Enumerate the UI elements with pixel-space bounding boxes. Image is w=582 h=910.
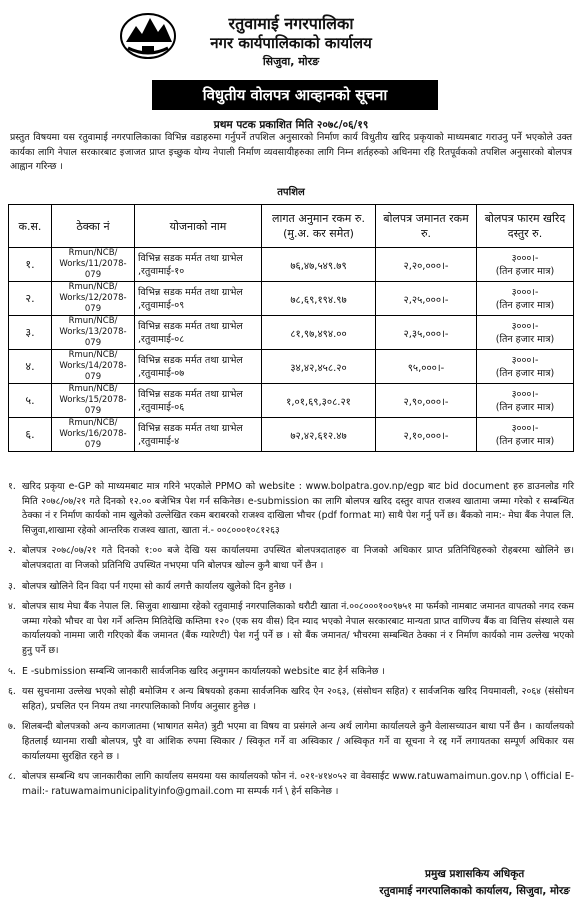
header: [0, 6, 582, 72]
cell-project: विभिन्न सडक मर्मत तथा ग्राभेल ,रतुवामाई-४: [135, 418, 262, 452]
cell-cost: ७८,६९,१९४.९७: [262, 282, 376, 316]
cell-sn: ६.: [9, 418, 52, 452]
col-header-contract: ठेक्का नं: [52, 205, 135, 248]
fee-words: (तिन हजार मात्र): [495, 333, 555, 345]
signatory-designation: प्रमुख प्रशासकिय अधिकृत: [425, 868, 525, 880]
cell-cost: १,०१,६९,३०८.२१: [262, 384, 376, 418]
note-number: ८.: [8, 771, 16, 783]
cell-cost: ३४,४२,४५८.२०: [262, 350, 376, 384]
col-header-fee: बोलपत्र फारम खरिद दस्तुर रु.: [477, 205, 574, 248]
fee-amount: ३०००।-: [511, 354, 539, 366]
fee-words: (तिन हजार मात्र): [495, 401, 555, 413]
cell-cost: ८१,९७,४९४.००: [262, 316, 376, 350]
col-header-project: योजनाको नाम: [135, 205, 262, 248]
cell-contract: Rmun/NCB/ Works/15/2078-079: [52, 384, 135, 418]
fee-amount: ३०००।-: [511, 286, 539, 298]
publication-date: प्रथम पटक प्रकाशित मिति २०७८/०६/१९: [213, 119, 369, 131]
col-header-sn: क.स.: [9, 205, 52, 248]
office-name: नगर कार्यपालिकाको कार्यालय: [210, 34, 372, 52]
table-body: [9, 248, 574, 452]
note-number: २.: [8, 545, 16, 557]
note-text: बोलपत्र साथ मेघा बैंक नेपाल लि. सिजुवा शाखामा रहेको रतुवामाई नगरपालिकाको धरौटी खाता नं.००८०००१००९७५१ मा फर्मको नामबाट जमानत वापतको नगद रकम जम्मा गरेको भौचर वा पेश गर्ने अन्तिम मितिदेखि कम्तिमा १२० (एक सय वीस) दिन म्याद भएको नेपाल सरकारबाट मान्यता प्राप्त वाणिज्य बैंक वा वित्तिय संस्थाले यस कार्यालयको नाममा जारी गरिएको बैंक जमानत (बैंक ग्यारेण्टी) पेश गर्नु पर्ने छ । सो बैंक जमानत/ भौचरमा सम्बन्धित ठेक्का नं र निर्माण कार्यको नाम उल्लेख भएको हुनु पर्ने छ।: [22, 601, 574, 656]
note-number: ५.: [8, 665, 16, 677]
list-item: [8, 770, 574, 799]
office-address: सिजुवा, मोरङ: [262, 55, 320, 68]
col-header-bond: बोलपत्र जमानत रकम रु.: [376, 205, 477, 248]
fee-words: (तिन हजार मात्र): [495, 435, 555, 447]
cell-contract: Rmun/NCB/ Works/11/2078-079: [52, 248, 135, 282]
note-text: E -submission सम्बन्धि जानकारी सार्वजनिक खरिद अनुगमन कार्यालयको website बाट हेर्न सकिनेछ ।: [22, 665, 385, 677]
cell-cost: ७२,४२,६१२.४७: [262, 418, 376, 452]
cell-fee: [477, 418, 574, 452]
cell-sn: ४.: [9, 350, 52, 384]
cell-fee: [477, 384, 574, 418]
cell-fee: [477, 350, 574, 384]
note-number: १.: [8, 481, 16, 492]
cell-contract: Rmun/NCB/ Works/13/2078-079: [52, 316, 135, 350]
cell-fee: [477, 248, 574, 282]
col-header-cost: लागत अनुमान रकम रु. (मु.अ. कर समेत): [262, 205, 376, 248]
table-row: [9, 248, 574, 282]
bid-table: [8, 204, 574, 452]
notes-list: [8, 480, 574, 805]
cell-project: विभिन्न सडक मर्मत तथा ग्राभेल ,रतुवामाई-१०: [135, 248, 262, 282]
signatory-office: रतुवामाई नगरपालिकाको कार्यालय, सिजुवा, मोरङ: [379, 885, 570, 897]
cell-sn: ५.: [9, 384, 52, 418]
cell-bond: २,२०,०००।-: [376, 248, 477, 282]
cell-project: विभिन्न सडक मर्मत तथा ग्राभेल ,रतुवामाई-०६: [135, 384, 262, 418]
note-text: यस सुचनामा उल्लेख भएको सोही बमोजिम र अन्य बिषयको हकमा सार्वजनिक खरिद ऐन २०६३, (संसोधन सहित) र सार्वजनिक खरिद नियमावली, २०६४ (संसोधन सहित), प्रचलित एन नियम तथा नगरपालिकाको निर्णय अनुसार हुनेछ ।: [22, 686, 574, 712]
table-header-row: [9, 205, 574, 248]
table-row: [9, 316, 574, 350]
cell-cost: ७६,४७,५४९.७९: [262, 248, 376, 282]
note-number: ३.: [8, 580, 16, 592]
table-row: [9, 384, 574, 418]
notice-title: विधुतीय वोलपत्र आव्हानको सूचना: [152, 80, 438, 110]
note-number: ४.: [8, 601, 16, 613]
fee-words: (तिन हजार मात्र): [495, 367, 555, 379]
note-number: ६.: [8, 686, 16, 698]
note-text: खरिद प्रकृया e-GP को माध्यमबाट मात्र गरिने भएकोले PPMO को website : www.bolpatra.gov.np/egp बाट bid document हरु डाउनलोड गरि मिति २०७८/०७/२१ गते दिनको १२.०० बजेभित्र पेश गर्न सकिनेछ। e-submission का लागि बोलपत्र खरिद दस्तुर वापत राजश्व खातामा जम्मा गरेको र सम्बन्धित ठेक्का नं र निर्माण कार्यको नाम खुलेको उल्लेखित रकम बराबरको राजश्व दाखिला भौचर (pdf format मा) साथै पेश गर्नु पर्ने छ। बैंकको नाम:- मेघा बैंक नेपाल लि. सिजुवा,शाखामा रहेको आन्तरिक राजश्व खाता, खाता नं.- ००८०००१०८१२६३: [22, 481, 574, 536]
list-item: [8, 580, 574, 595]
fee-amount: ३०००।-: [511, 388, 539, 400]
table-row: [9, 282, 574, 316]
list-item: [8, 544, 574, 573]
cell-bond: २,९०,०००।-: [376, 384, 477, 418]
cell-project: विभिन्न सडक मर्मत तथा ग्राभेल ,रतुवामाई-०८: [135, 316, 262, 350]
cell-bond: २,१०,०००।-: [376, 418, 477, 452]
list-item: [8, 665, 574, 680]
note-text: बोलपत्र खोलिने दिन विदा पर्न गएमा सो कार्य लगत्तै कार्यालय खुलेको दिन हुनेछ ।: [22, 580, 292, 592]
note-text: शिलबन्दी बोलपत्रको अन्य कागजातमा (भाषागत समेत) त्रुटी भएमा वा विषय वा प्रसंगले अन्य अर्थ लागेमा कार्यालयले कुनै वेलासच्याउन बाधा पर्ने छैन । कार्यालयको हितलाई ध्यानमा राखी बोलपत्र, पुरै वा आंशिक रुपमा स्विकार / स्विकृत गर्ने वा अस्विकार / अस्विकृत गर्ने वा सूचना ने रद्द गर्ने लगायतका सम्पूर्ण अधिकार यस कार्यालयमा सुरक्षित रहने छ ।: [22, 721, 574, 762]
signature-block: [379, 866, 570, 900]
fee-amount: ३०००।-: [511, 422, 539, 434]
list-item: [8, 600, 574, 658]
note-text: बोलपत्र २०७८/०७/२१ गते दिनको १:०० बजे देखि यस कार्यालयमा उपस्थित बोलपत्रदाताहरु वा निजको अधिकार प्राप्त प्रतिनिधिहरुको रोहबरमा खोलिने छ। बोलपत्रदाता वा निजको प्रतिनिधि उपस्थित नभएमा पनि बोलपत्र खोल्न कुनै बाधा पर्ने छैन ।: [22, 545, 574, 571]
table-row: [9, 418, 574, 452]
fee-words: (तिन हजार मात्र): [495, 265, 555, 277]
cell-fee: [477, 316, 574, 350]
list-item: [8, 720, 574, 764]
cell-contract: Rmun/NCB/ Works/14/2078-079: [52, 350, 135, 384]
cell-project: विभिन्न सडक मर्मत तथा ग्राभेल ,रतुवामाई-०९: [135, 282, 262, 316]
fee-amount: ३०००।-: [511, 252, 539, 264]
cell-contract: Rmun/NCB/ Works/12/2078-079: [52, 282, 135, 316]
cell-sn: १.: [9, 248, 52, 282]
list-item: [8, 480, 574, 538]
fee-amount: ३०००।-: [511, 320, 539, 332]
cell-project: विभिन्न सडक मर्मत तथा ग्राभेल ,रतुवामाई-०७: [135, 350, 262, 384]
cell-bond: २,२५,०००।-: [376, 282, 477, 316]
note-text: बोलपत्र सम्बन्धि थप जानकारीका लागि कार्यालय समयमा यस कार्यालयको फोन नं. ०२१-४१४०५२ वा वेवसाईट www.ratuwamaimun.gov.np \ official E-mail:- ratuwamaimunicipalityinfo@gmail.com मा सम्पर्क गर्न \ हेर्न सकिनेछ ।: [22, 771, 574, 797]
cell-sn: २.: [9, 282, 52, 316]
cell-bond: ९५,०००।-: [376, 350, 477, 384]
org-name: रतुवामाई नगरपालिका: [228, 14, 354, 33]
cell-fee: [477, 282, 574, 316]
fee-words: (तिन हजार मात्र): [495, 299, 555, 311]
cell-contract: Rmun/NCB/ Works/16/2078-079: [52, 418, 135, 452]
note-number: ७.: [8, 721, 16, 733]
table-row: [9, 350, 574, 384]
cell-bond: २,३५,०००।-: [376, 316, 477, 350]
cell-sn: ३.: [9, 316, 52, 350]
intro-paragraph: प्रस्तुत विषयमा यस रतुवामाई नगरपालिकाका विभिन्न वडाहरुमा गर्नुपर्ने तपशिल अनुसारको निर्माण कार्य विधुतीय खरिद प्रकृयाको माध्यमबाट गराउनु पर्ने भएकोले उक्त कार्यका लागि नेपाल सरकारबाट इजाजत प्राप्त इच्छुक योग्य नेपाली निर्माण व्यवसायीहरुका लागि निम्न शर्तहरुको अधिनमा रहि रितपूर्वकको तपशिल अनुसारको बोलपत्र आह्वान गरिन्छ ।: [10, 132, 572, 172]
table-caption: तपशिल: [277, 187, 305, 198]
list-item: [8, 685, 574, 714]
